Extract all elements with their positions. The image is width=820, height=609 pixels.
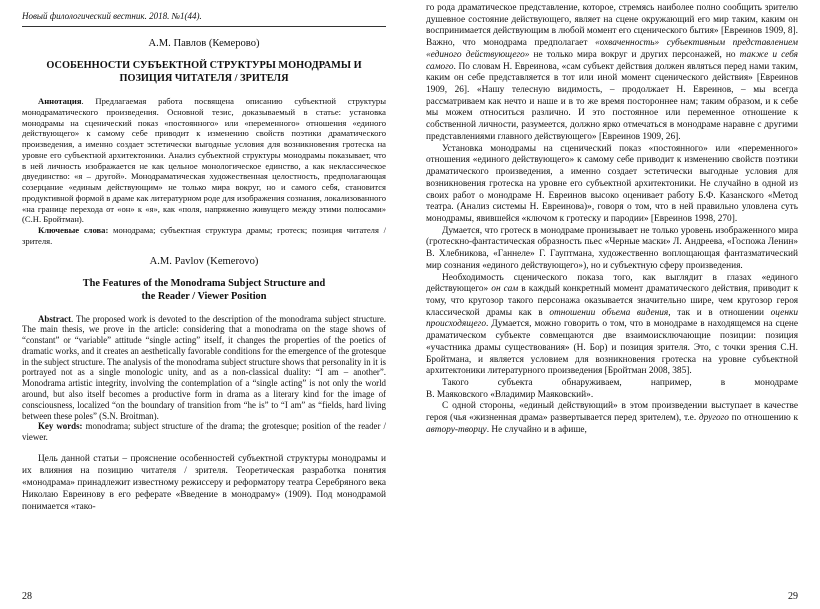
author-en: A.M. Pavlov (Kemerovo) [149, 255, 259, 267]
abstract-en [22, 314, 386, 422]
emphasis: другого [698, 413, 729, 424]
body-paragraph-4: Необходимость сценического показа того, как выглядит в глазах «единого действующего» он сам в каждый конкретный момент драматического действия, приводит к тому, что кругозор такого персонажа оказывается значительно шире, чем кругозор героя классической драмы как в отношении объема видения, так и в отношении оценки происходящего. Думается, можно говорить о том, что в монодраме в находящемся на сцене драматическом субъекте совмещаются две взаимоисключающие позиции: позиция «участника драмы существования» (Н. Бор) и позиция зрителя. Это, с точки зрения С.Н. Бройтмана, и является условием для возникновения гротеска на уровне субъектной архитектоники литературного произведения [Бройтман 2008, 385]. [426, 272, 799, 377]
page-number-right: 29 [788, 591, 798, 602]
abstract-en-text: . The proposed work is devoted to the description of the monodrama subject structure. The main thesis, we prove in the article: considering that a monodrama on the stage shows of “constant” or “variable” attitude “single acting” itself, it changes the properties of the poetics of dramatic works, and it creates an aesthetically favorable conditions for the emergence of the grotesque in the subject structure. The analysis of the monodrama subject structure shows that personality in it is portrayed not as a single monologic unity, and as a non-classical duality: “I am – another”. Monodrama artistic integrity, involving the contemplation of a “single acting” is not only the world around, but also itself becomes a productive form in drama as a literary kind for the image of consciousness, localized “on the boundary of transition from “he is” to “I am” as “fields, hard living between these poles” (S.N. Broitman). [22, 313, 386, 421]
body-paragraph-intro: Цель данной статьи – прояснение особенностей субъектной структуры монодрамы и их влияния на позицию читателя / зрителя. Теоретическая разработка понятия «монодрама» принадлежит известному режиссеру и реформатору театра Серебряного века Николаю Евреинову в его реферате «Введение в монодраму» (1909). Под монодрамой понимается «тако- [22, 454, 386, 512]
body-paragraph-5-cont: В. Маяковского «Владимир Маяковский». [426, 389, 594, 400]
keywords-en-text: monodrama; subject structure of the drama; the grotesque; position of the reader / viewer. [22, 421, 386, 443]
article-title-en [22, 277, 386, 303]
author-ru: А.М. Павлов (Кемерово) [148, 38, 260, 49]
page-number-left: 28 [22, 591, 32, 602]
keywords-ru-label: Ключевые слова: [38, 225, 109, 235]
right-content [426, 3, 798, 437]
body-paragraph-3: Думается, что гротеск в монодраме пронизывает не только уровень изображенного мира (гротескно-фантастическая образность пьес «Черные маски» Л. Андреева, «Госпожа Ленин» В. Хлебникова, «Ганнеле» Г. Гауптмана, художественно воплощающая фантазматический мир сознания «единого действующего»), но и субъектную сферу произведения. [426, 225, 798, 271]
body-paragraph-6: С одной стороны, «единый действующий» в этом произведении выступает в качестве героя (чья «жизненная драма» развертывается перед зрителем), т.е. другого по отношению к автору-творцу. Не случайно и в афише, [426, 401, 798, 435]
emphasis: «охваченность» субъективным представлением «единого действующего» [426, 38, 798, 60]
article-title-en-line1: The Features of the Monodrama Subject Structure and [82, 277, 326, 289]
body-paragraph-2: Установка монодрамы на сценический показ «постоянного» или «переменного» отношения «единого действующего» к самому себе приводит к изменению свойств поэтики драматического произведения, а именно создает эстетически выгодные условия для возникновения гротеска на уровне его субъектной архитектоники. Не случайно в одной из своих работ о монодраме Н. Евреинов высоко оценивает работу Б.Ф. Казанского «Метод театра. (Анализ системы Н. Евреинова)», говоря о том, что в ней правильно уловлена суть монодрамы, явившейся «ключом к гротеску и пародии» [Евреинов 1998, 270]. [426, 143, 798, 224]
keywords-en-label: Key words: [38, 421, 83, 432]
body-paragraph-1: го рода драматическое представление, которое, стремясь наиболее полно сообщить зрителю душевное состояние действующего, являет на сцене окружающий его мир таким, каким он воспринимается действующим в любой момент его сценического бытия» [Евреинов 1909, 8]. Важно, что монодрама предполагает «охваченность» субъективным представлением «единого действующего» не только мира вокруг и других персонажей, но также и себя самого. По словам Н. Евреинова, «сам субъект действия должен являться перед нами таким, каким он себе представляется в тот или иной момент сценического действия» [Евреинов 1909, 26]. «Нашу телесную видимость, – продолжает Н. Евреинов, – мы всегда рассматриваем как нечто и наше и в то же время постороннее нам; таким образом, и к себе мы можем относиться различно. И это постоянное или переменное отношение к собственной личности, разумеется, должно ярко отмечаться в монодраме наравне с другими представлениями главного действующего» [Евреинов 1909, 26]. [426, 3, 798, 142]
keywords-ru [22, 225, 386, 247]
right-page [410, 0, 820, 609]
running-header: Новый филологический вестник. 2018. №1(44). [22, 11, 202, 21]
left-content [22, 38, 386, 514]
keywords-ru-text: монодрама; субъектная структура драмы; гротеск; позиция читателя / зрителя. [22, 225, 386, 246]
abstract-ru-label: Аннотация [38, 96, 82, 106]
keywords-en [22, 421, 386, 443]
body-paragraph-5: Такого субъекта обнаруживаем, например, в монодраме [442, 378, 798, 388]
article-title-ru: ОСОБЕННОСТИ СУБЪЕКТНОЙ СТРУКТУРЫ МОНОДРАМЫ И ПОЗИЦИЯ ЧИТАТЕЛЯ / ЗРИТЕЛЯ [46, 60, 362, 84]
emphasis: автору-творцу [426, 424, 487, 435]
emphasis: отношении объема видения [549, 307, 669, 318]
article-title-en-line2: the Reader / Viewer Position [141, 290, 267, 302]
header-rule [22, 26, 386, 27]
abstract-ru-text: . Предлагаемая работа посвящена описанию субъектной структуры монодраматического произведения. Основной тезис, доказываемый в статье: установка монодрамы на сценический показ «постоянного» или «переменного» отношения «единого действующего» к самому себе приводит к изменению свойств поэтики драматического произведения, а именно создает эстетически выгодные условия для возникновения гротеска на уровне его субъектной архитектоники. Анализ субъектной структуры монодрамы показывает, что в ней личность изображается не как цельное монологическое единство, а как неклассическое двуединство: «я – другой». Монодраматическая художественная целостность, предполагающая созерцание «единым действующим» не только мира вокруг, но и самого себя, становится продуктивной формой в драме как литературном роде для изображения сознания, локализованного «на границе перехода от «он» к «я», как «поля, напряженно живущего между этими полюсами» (С.Н. Бройтман). [22, 96, 386, 225]
emphasis: также и себя самого [426, 49, 798, 72]
emphasis: он сам [491, 284, 519, 295]
abstract-ru [22, 96, 386, 225]
emphasis: оценки происходящего [426, 307, 799, 330]
abstract-en-label: Abstract [38, 313, 72, 324]
